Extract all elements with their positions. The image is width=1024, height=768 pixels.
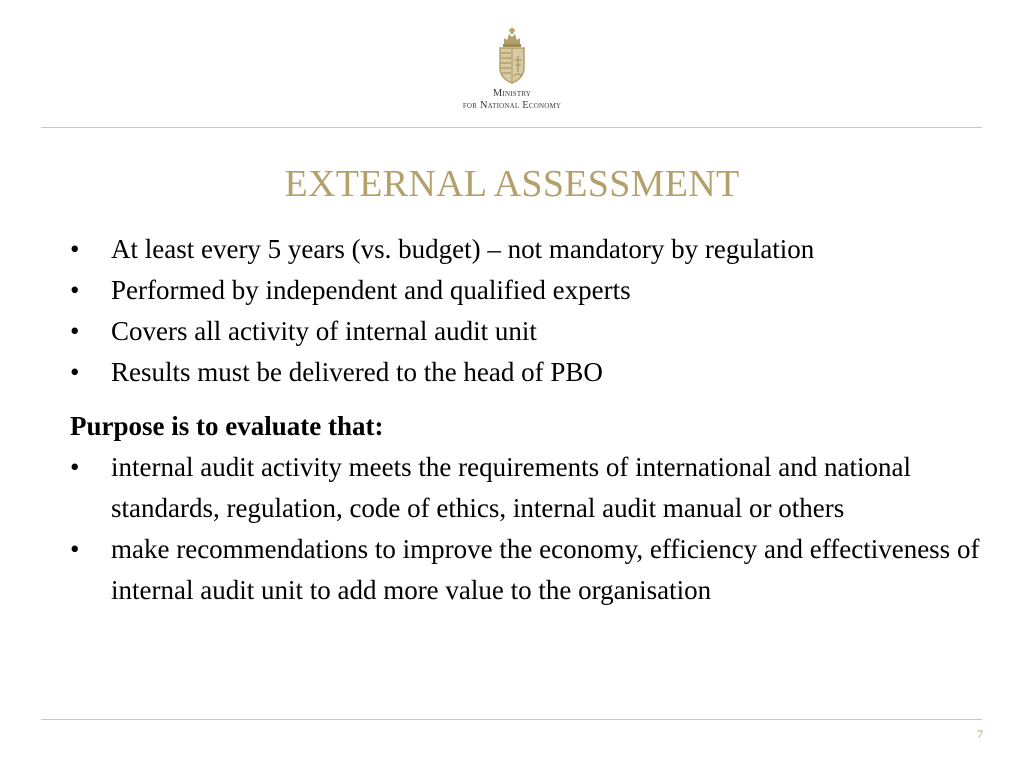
ministry-logo — [440, 26, 584, 112]
bullet-marker: • — [70, 316, 80, 346]
bullet-text: make recommendations to improve the economy, efficiency and effectiveness of internal audit unit to add more value to the organisation — [111, 534, 980, 605]
logo-text-line2: for National Economy — [462, 100, 562, 111]
hungarian-coat-of-arms-icon — [495, 26, 529, 86]
bullet-item — [70, 270, 990, 311]
slide-title: EXTERNAL ASSESSMENT — [284, 163, 740, 205]
purpose-heading: Purpose is to evaluate that: — [70, 411, 384, 441]
bullet-item — [70, 311, 990, 352]
bullet-marker: • — [70, 534, 80, 564]
purpose-bullet-item — [70, 529, 990, 611]
bullet-marker: • — [70, 357, 80, 387]
bullet-marker: • — [70, 452, 80, 482]
bullet-item — [70, 229, 990, 270]
bullet-text: Covers all activity of internal audit unit — [111, 316, 537, 346]
purpose-bullet-list — [70, 447, 990, 611]
bullet-item — [70, 352, 990, 393]
bullet-text: internal audit activity meets the requirements of international and national standards, regulation, code of ethics, internal audit manual or others — [111, 452, 911, 523]
bullet-marker: • — [70, 234, 80, 264]
bullet-marker: • — [70, 275, 80, 305]
logo-text-line1: Ministry — [492, 88, 532, 99]
bullet-text: At least every 5 years (vs. budget) – not mandatory by regulation — [111, 234, 815, 264]
slide-content — [70, 229, 990, 611]
bullet-text: Results must be delivered to the head of PBO — [111, 357, 603, 387]
page-number: 7 — [977, 727, 983, 741]
main-bullet-list — [70, 229, 990, 393]
bullet-text: Performed by independent and qualified experts — [111, 275, 631, 305]
purpose-bullet-item — [70, 447, 990, 529]
header-divider — [41, 127, 982, 128]
footer-divider — [41, 719, 982, 720]
section-spacer — [70, 393, 990, 406]
